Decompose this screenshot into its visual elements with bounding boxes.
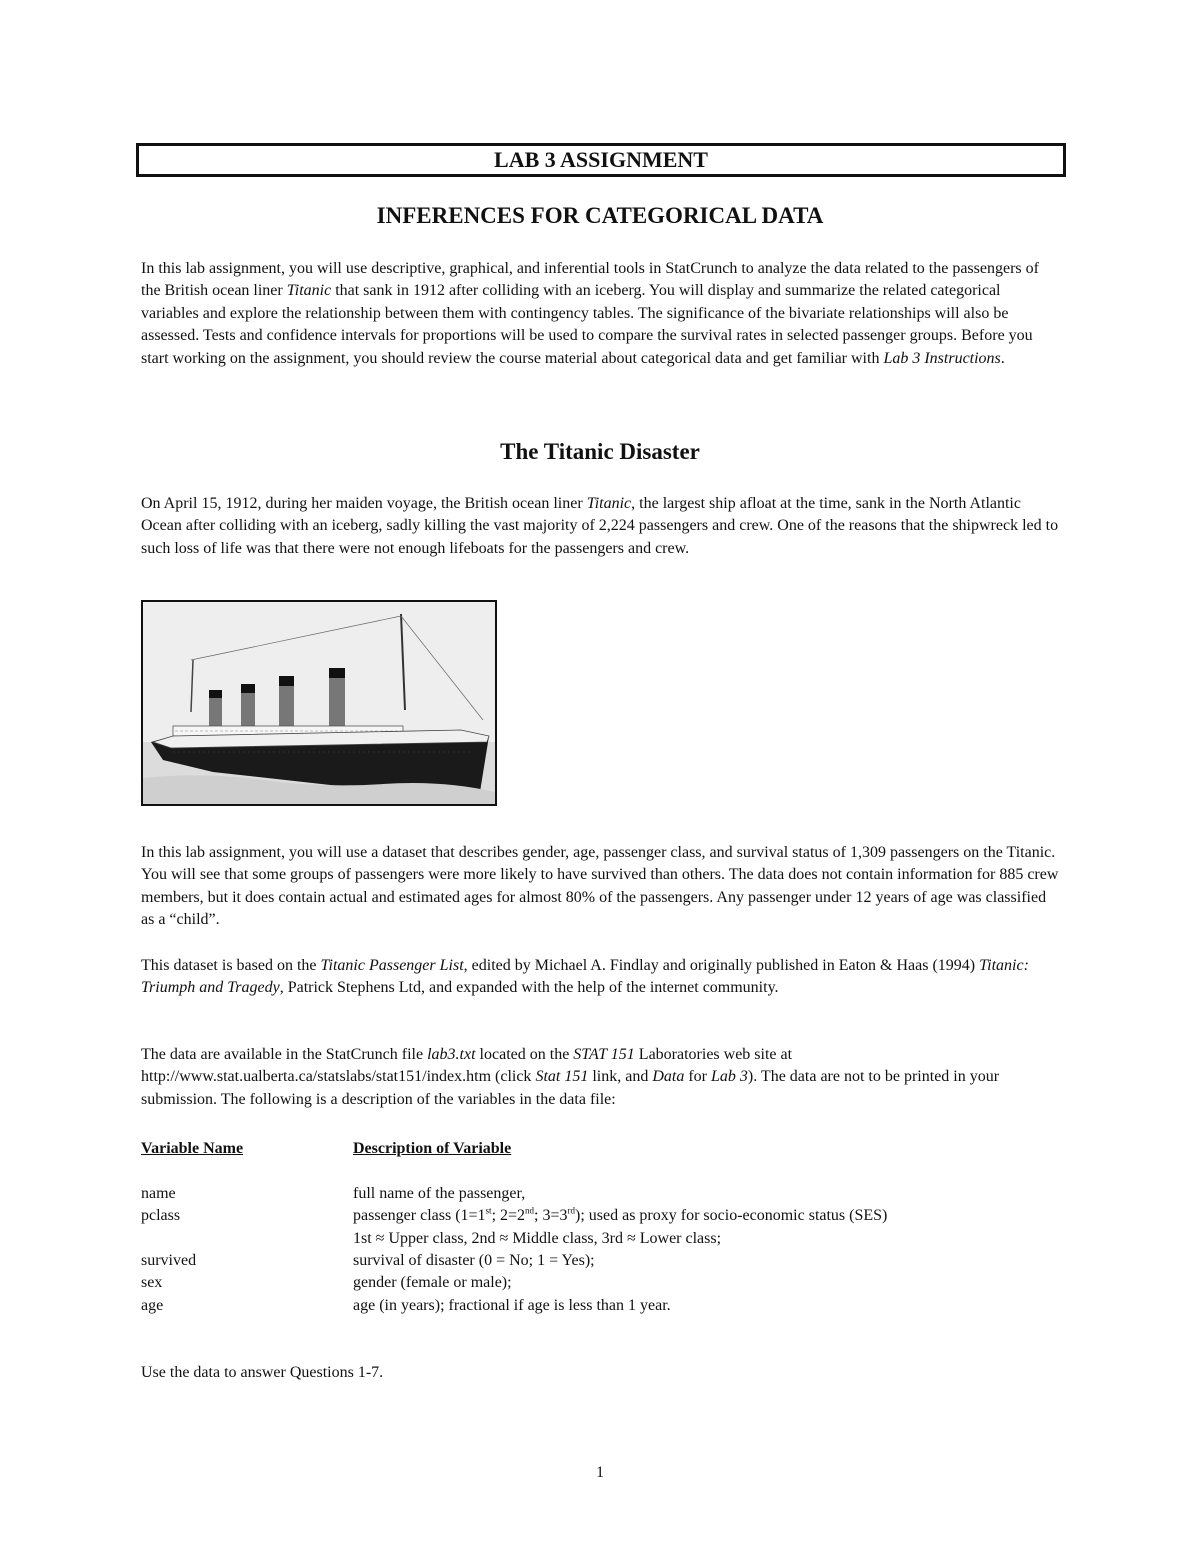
variable-table-header	[141, 1138, 1061, 1160]
table-row	[141, 1228, 1061, 1250]
intro-text-3: .	[1000, 349, 1005, 367]
table-row	[141, 1205, 1061, 1227]
pclass-desc-a: passenger class (1=1	[353, 1207, 486, 1225]
availability-italic-link: Stat 151	[535, 1068, 589, 1086]
header-variable-description: Description of Variable	[353, 1140, 512, 1157]
source-text-2: , edited by Michael A. Findlay and originally published in Eaton & Haas (1994)	[463, 957, 980, 974]
variable-description-cell: age (in years); fractional if age is less than 1 year.	[353, 1296, 671, 1314]
pclass-desc-d: ); used as proxy for socio-economic status (SES)	[575, 1207, 888, 1225]
availability-italic-lab: Lab 3	[710, 1068, 748, 1086]
variable-name-cell: name	[141, 1184, 176, 1202]
availability-text-4: link, and	[588, 1068, 653, 1086]
source-text-3: , Patrick Stephens Ltd, and expanded with the help of the internet community.	[279, 979, 779, 997]
disaster-text-2: , the largest ship afloat at the time, sank in the North Atlantic Ocean after colliding with an iceberg, sadly killing the vast majority of 2,224 passengers and crew. One of the reasons that the shipwreck led to such loss of life was that there were not enough lifeboats for the passengers and crew.	[141, 495, 1059, 557]
page-number: 1	[596, 1464, 604, 1481]
table-row	[141, 1295, 1061, 1317]
assignment-title-box: LAB 3 ASSIGNMENT	[136, 143, 1066, 177]
titanic-ship-illustration	[143, 602, 495, 804]
availability-text-5: for	[684, 1068, 711, 1086]
disaster-text-1: On April 15, 1912, during her maiden voyage, the British ocean liner	[141, 495, 587, 512]
availability-text-1: The data are available in the StatCrunch file	[141, 1046, 428, 1063]
superscript-rd: rd	[567, 1205, 575, 1216]
variable-name-cell: age	[141, 1296, 164, 1314]
variable-name-cell: survived	[141, 1252, 197, 1270]
variable-description-cell: gender (female or male);	[353, 1274, 512, 1292]
intro-italic-lab-instructions: Lab 3 Instructions	[883, 349, 1001, 367]
variable-description-cell	[353, 1205, 1061, 1227]
superscript-st: st	[485, 1205, 492, 1216]
intro-paragraph	[141, 258, 1061, 370]
pclass-desc-b: ; 2=2	[491, 1207, 526, 1225]
source-italic-book-title: Titanic: Triumph and Tragedy	[141, 957, 1029, 997]
availability-text-3: Laboratories web site at http://www.stat.ualberta.ca/statslabs/stat151/index.htm (click	[141, 1046, 793, 1086]
table-row	[141, 1183, 1061, 1205]
disaster-italic-titanic: Titanic	[586, 495, 632, 512]
variable-name-cell: pclass	[141, 1207, 181, 1225]
source-paragraph	[141, 955, 1061, 1000]
variable-table	[141, 1138, 1061, 1317]
dataset-paragraph: In this lab assignment, you will use a dataset that describes gender, age, passenger class, and survival status of 1,309 passengers on the Titanic. You will see that some groups of passengers were more likely to have survived than others. The data does not contain information for 885 crew members, but it does contain actual and estimated ages for almost 80% of the passengers. Any passenger under 12 years of age was classified as a “child”.	[141, 844, 1059, 929]
source-text-1: This dataset is based on the	[141, 957, 321, 974]
section-heading: The Titanic Disaster	[500, 439, 700, 464]
availability-paragraph	[141, 1044, 1061, 1111]
variable-name-cell	[141, 1228, 353, 1250]
variable-name-cell: sex	[141, 1274, 163, 1292]
intro-text-2: that sank in 1912 after colliding with an iceberg. You will display and summarize the related categorical variables and explore the relationship between them with contingency tables. The significance of the bivariate relationships will also be assessed. Tests and confidence intervals for proportions will be used to compare the survival rates in selected passenger groups. Before you start working on the assignment, you should review the course material about categorical data and get familiar with	[141, 282, 1033, 367]
availability-text-2: located on the	[475, 1046, 574, 1063]
availability-italic-course: STAT 151	[573, 1046, 635, 1063]
pclass-desc-c: ; 3=3	[534, 1207, 568, 1225]
superscript-nd: nd	[525, 1205, 535, 1216]
variable-description-cell: full name of the passenger,	[353, 1184, 526, 1202]
closing-instruction: Use the data to answer Questions 1-7.	[141, 1364, 384, 1381]
document-heading: INFERENCES FOR CATEGORICAL DATA	[376, 203, 824, 228]
availability-italic-filename: lab3.txt	[427, 1046, 476, 1063]
intro-text-1: In this lab assignment, you will use descriptive, graphical, and inferential tools in StatCrunch to analyze the data related to the passengers of the British ocean liner	[141, 260, 1039, 300]
availability-text-6: ). The data are not to be printed in your submission. The following is a description of the variables in the data file:	[141, 1068, 1000, 1108]
disaster-paragraph	[141, 493, 1061, 560]
availability-italic-data: Data	[652, 1068, 685, 1086]
titanic-photo	[141, 600, 497, 806]
variable-description-cell: survival of disaster (0 = No; 1 = Yes);	[353, 1252, 595, 1270]
header-variable-name: Variable Name	[141, 1140, 244, 1157]
source-italic-passenger-list: Titanic Passenger List	[320, 957, 464, 974]
table-row	[141, 1272, 1061, 1294]
variable-description-cell: 1st ≈ Upper class, 2nd ≈ Middle class, 3rd ≈ Lower class;	[353, 1229, 722, 1247]
table-row	[141, 1250, 1061, 1272]
intro-italic-titanic: Titanic	[286, 282, 332, 300]
